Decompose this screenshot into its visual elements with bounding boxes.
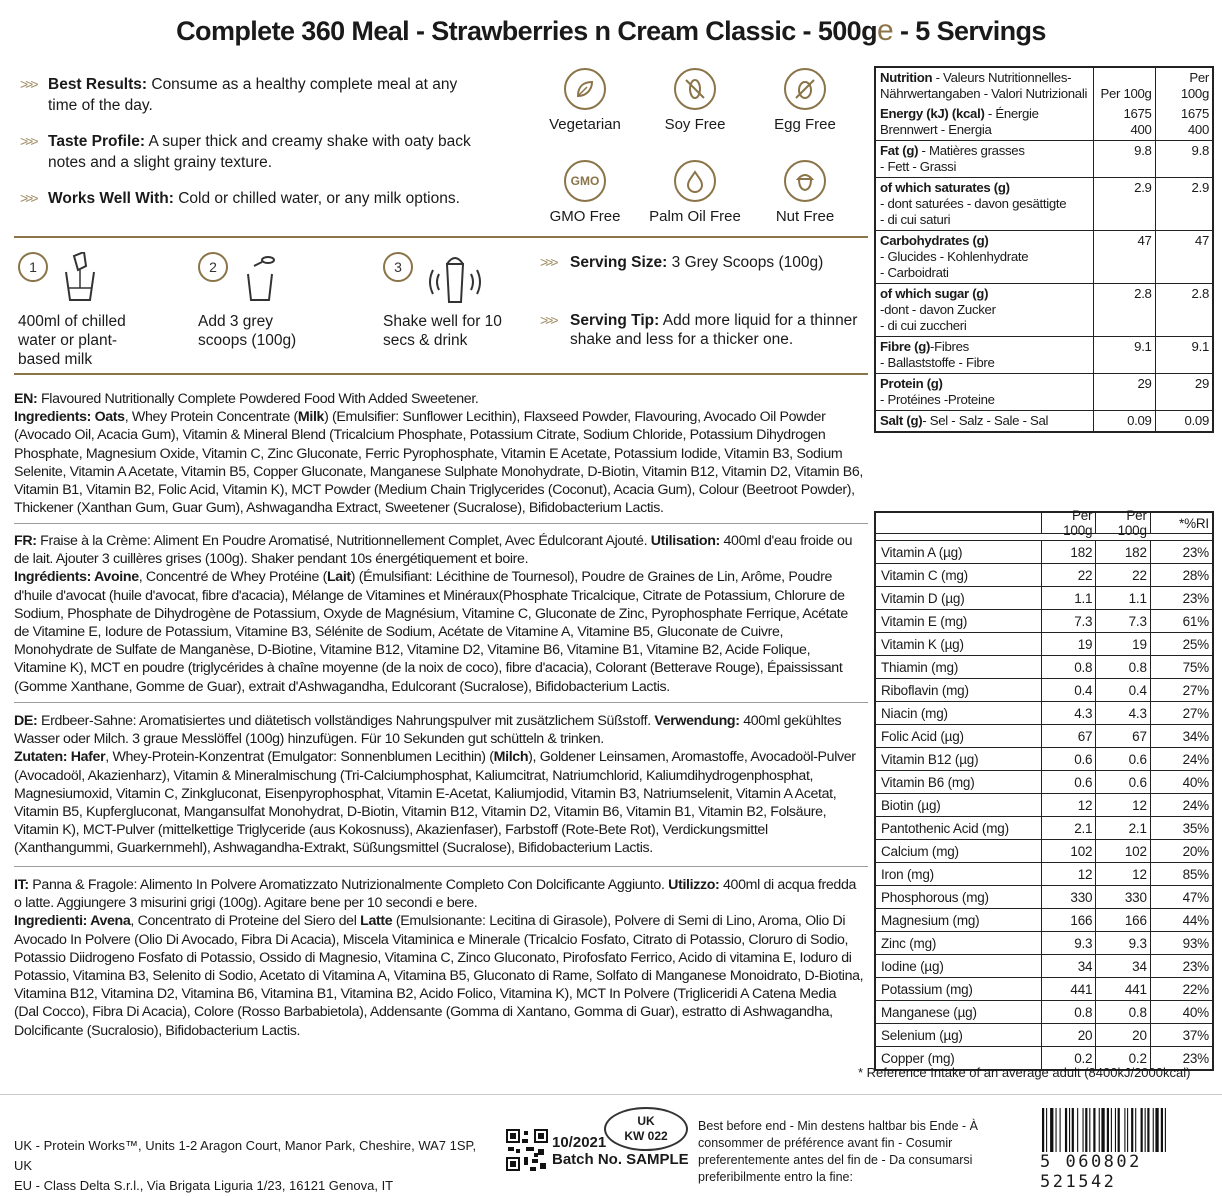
step-number: 2 (198, 252, 228, 282)
step-text: Shake well for 10 secs & drink (383, 313, 502, 349)
vitamin-row: Manganese (µg) 0.8 0.8 40% (876, 1000, 1212, 1023)
vitamin-row: Vitamin B12 (µg) 0.6 0.6 24% (876, 747, 1212, 770)
page-title: Complete 360 Meal - Strawberries n Cream Classic - 500ge - 5 Servings (176, 14, 1046, 47)
lang-block-en: EN: Flavoured Nutritionally Complete Powdered Food With Added Sweetener. Ingredients: Oats, Whey Protein Concentrate (Milk) (Emulsifier: Sunflower Lecithin), Flaxseed Powder, Flavouring, Avocado Oil Powder (Avocado Oil, Acacia Gum), Vitamin & Mineral Blend (Tricalcium Phosphate, Potassium Citrate, Sodium Chloride, Potassium Dihydrogen Phosphate, Magnesium Oxide, Vitamin C, Zinc Gluconate, Ferric Pyrophosphate, Vitamin E Acetate, Potassium Iodide, Vitamin B3, Sodium Selenite, Vitamin A Acetate, Vitamin B5, Copper Gluconate, Manganese Sulphate Monohydrate, D-Biotin, Vitamin B12, Vitamin D2, Vitamin B6, Vitamin B1, Vitamin B2, Folic Acid, Vitamin K), MCT Powder (Medium Chain Triglycerides (Coconut), Acacia Gum), Colour (Beetroot Powder), Thickener (Xanthan Gum, Guar Gum), Ashwagandha Extract, Sweetener (Sucralose), Bifidobacterium Lactis. (14, 391, 864, 517)
barcode-bar (1155, 1108, 1158, 1152)
vitamins-header: Per 100g Per 100g *%RI (876, 513, 1212, 533)
step-text: Add 3 grey scoops (100g) (198, 313, 297, 349)
uk-health-mark: UK KW 022 (604, 1107, 688, 1151)
nutrition-header: Nutrition - Valeurs Nutritionnelles-Nährwertangaben - Valori Nutrizionali Per 100g Per 100g (876, 68, 1212, 104)
barcode-bar (1107, 1108, 1109, 1152)
lang-block-it: IT: Panna & Fragole: Alimento In Polvere Aromatizzato Nutrizionalmente Completo Con Dolcificante Aggiunto. Utilizzo: 400ml di acqua fredda o latte. Aggiungere 3 misurini grigi (100g). Agitare bene per 10 secondi e bere. Ingredienti: Avena, Concentrato di Proteine del Siero del Latte (Emulsionante: Lecitina di Girasole), Polvere di Semi di Lino, Aroma, Olio Di Avocado In Polvere (Olio Di Avocado, Fibra Di Acacia), Miscela Vitaminica e Minerale (Tricalcio Fosfato, Citrato di Potassio, Cloruro di Sodio, Potassio Diidrogeno Fosfato di Potassio, Ossido di Magnesio, Vitamina C, Zinco Gluconato, Pirofosfato Ferrico, Acido di vitamina E, Ioduro di Potassio, Vitamina B3, Selenito di Sodio, Acetato di Vitamina A, Vitamina B5, Gluconato di Rame, Solfato di Manganese Monoidrato, D-Biotina, Vitamina B12, Vitamina D2, Vitamina B6, Vitamina B1, Vitamina B2, Acido Folico, Vitamina K), MCT In Polvere (Trigliceridi A Catena Media (Dal Cocco), Fibra Di Acacia), Colore (Rosso Barbabietola), Addensante (Gomma di Xantano, Gomma di Guar), estratto di Ashwagandha, Dolcificante (Sucralosio), Bifidobacterium Lactis. (14, 877, 864, 1039)
reference-intake-note: * Reference Intake of an average adult (8400kJ/2000kcal) (858, 1065, 1191, 1080)
vitamin-row: Biotin (µg) 12 12 24% (876, 793, 1212, 816)
barcode-bar (1161, 1108, 1163, 1152)
tip-taste-profile: >>> Taste Profile: A super thick and creamy shake with oaty back notes and a slight grainy texture. (20, 133, 471, 171)
vitamin-row: Riboflavin (mg) 0.4 0.4 27% (876, 678, 1212, 701)
shaker-icon (425, 252, 485, 306)
footer-divider (0, 1094, 1222, 1095)
barcode-number: 5 060802 521542 (1040, 1152, 1142, 1192)
step-number: 3 (383, 252, 413, 282)
vitamin-row: Magnesium (mg) 166 166 44% (876, 908, 1212, 931)
gmo-free-icon: GMO (564, 160, 606, 202)
vitamin-row: Phosphorous (mg) 330 330 47% (876, 885, 1212, 908)
palm-oil-drop-icon (674, 160, 716, 202)
tips-list (20, 74, 490, 224)
barcode-bar (1072, 1108, 1074, 1152)
nutrition-row: Fibre (g)-Fibres - Ballaststoffe - Fibre 9.1 9.1 (876, 336, 1212, 373)
barcode-bar (1069, 1108, 1070, 1152)
arrow-icon: >>> (20, 133, 36, 149)
nutrition-row: of which sugar (g) -dont - davon Zucker - di cui zuccheri 2.8 2.8 (876, 283, 1212, 336)
divider (14, 702, 868, 703)
barcode-bar (1060, 1108, 1061, 1152)
barcode-bar (1083, 1108, 1084, 1152)
nut-free-icon (784, 160, 826, 202)
barcode-bar (1131, 1108, 1133, 1152)
addresses: UK - Protein Works™, Units 1-2 Aragon Court, Manor Park, Cheshire, WA7 1SP, UK EU - Class Delta S.r.l., Via Brigata Liguria 1/23, 16121 Genova, IT (14, 1138, 477, 1193)
nutrition-table (874, 66, 1214, 433)
vitamin-row: Vitamin E (mg) 7.3 7.3 61% (876, 609, 1212, 632)
egg-free-icon (784, 68, 826, 110)
barcode-bar (1115, 1108, 1116, 1152)
arrow-icon: >>> (540, 312, 556, 328)
vitamin-row: Calcium (mg) 102 102 20% (876, 839, 1212, 862)
barcode-bar (1077, 1108, 1078, 1152)
step-2 (198, 252, 318, 350)
serving-size: >>> Serving Size: 3 Grey Scoops (100g) (540, 254, 824, 271)
vitamin-row: Potassium (mg) 441 441 22% (876, 977, 1212, 1000)
step-number: 1 (18, 252, 48, 282)
badge-soy-free: Soy Free (640, 68, 750, 133)
arrow-icon: >>> (540, 254, 556, 270)
arrow-icon: >>> (20, 76, 36, 92)
barcode-bar (1135, 1108, 1136, 1152)
vitamin-row: Vitamin K (µg) 19 19 25% (876, 632, 1212, 655)
soy-free-icon (674, 68, 716, 110)
barcode-bar (1065, 1108, 1067, 1152)
vitamin-row: Copper (mg) 0.2 0.2 23% (876, 1046, 1212, 1069)
badge-nut-free: Nut Free (750, 160, 860, 225)
vitamin-row: Iron (mg) 12 12 85% (876, 862, 1212, 885)
badge-palm-oil-free: Palm Oil Free (640, 160, 750, 225)
barcode-bar (1101, 1108, 1104, 1152)
vitamin-row: Vitamin B6 (mg) 0.6 0.6 40% (876, 770, 1212, 793)
best-before-text: Best before end - Min destens haltbar bis Ende - À consommer de préférence avant fin - Cosumir preferentemente antes del fin de - Da consumarsi preferibilmente entro la fine: (698, 1119, 979, 1184)
vitamin-row: Selenium (µg) 20 20 37% (876, 1023, 1212, 1046)
barcode-bar (1124, 1108, 1125, 1152)
divider (14, 866, 868, 867)
step-3 (383, 252, 503, 350)
vitamin-row: Folic Acid (µg) 67 67 34% (876, 724, 1212, 747)
barcode-bar (1042, 1108, 1044, 1152)
scoop-glass-icon (240, 252, 280, 302)
leaf-icon (564, 68, 606, 110)
vitamin-row: Vitamin A (µg) 182 182 23% (876, 540, 1212, 563)
lang-block-de: DE: Erdbeer-Sahne: Aromatisiertes und diätetisch vollständiges Nahrungspulver mit zusätzlichem Süßstoff. Verwendung: 400ml gekühltes Wasser oder Milch. 3 graue Messlöffel (100g) hinzufügen. Für 10 Sekunden gut schütteln & trinken. Zutaten: Hafer, Whey-Protein-Konzentrat (Emulgator: Sonnenblumen Lecithin) (Milch), Goldener Leinsamen, Aromastoffe, Avocadoöl-Pulver (Avocadoöl, Akazienharz), Vitamin & Mineralmischung (Tri-Calciumphosphat, Kaliumcitrat, Natriumchlorid, Kaliumdihydrogenphosphat, Magnesiumoxid, Vitamin C, Zinkgluconat, Eisenpyrophosphat, Vitamin E-Acetat, Kaliumjodid, Vitamin B3, Natriumselenit, Vitamin A Acetat, Vitamin B5, Kupfergluconat, Mangansulfat Monohydrat, D-Biotin, Vitamin B12, Vitamin D2, Vitamin B6, Vitamin B1, Vitamin B2, Folsäure, Vitamin K), MCT-Pulver (mittelkettige Triglyceride (aus Kokosnuss), Akazienfaser), Farbstoff (Rote-Bete Rot), Verdickungsmittel (Xanthangummi, Guarkernmehl), Ashwagandha-Extrakt, Süßungsmittel (Sucralose), Bifidobacterium Lactis. (14, 713, 856, 857)
badge-egg-free: Egg Free (750, 68, 860, 133)
arrow-icon: >>> (20, 190, 36, 206)
batch-info: 10/2021 Batch No. SAMPLE (552, 1134, 689, 1168)
barcode-bar (1085, 1108, 1087, 1152)
vitamin-row: Thiamin (mg) 0.8 0.8 75% (876, 655, 1212, 678)
pour-glass-icon (60, 252, 100, 302)
badge-gmo-free: GMO GMO Free (530, 160, 640, 225)
vitamin-row: Vitamin D (µg) 1.1 1.1 23% (876, 586, 1212, 609)
barcode-bar (1147, 1108, 1149, 1152)
nutrition-row: Salt (g)- Sel - Salz - Sale - Sal 0.09 0.09 (876, 410, 1212, 431)
barcode-bar (1099, 1108, 1100, 1152)
divider (14, 523, 868, 524)
nutrition-row: Fat (g) - Matières grasses - Fett - Grassi 9.8 9.8 (876, 140, 1212, 177)
section-divider (14, 236, 868, 238)
barcode-bar (1165, 1108, 1166, 1152)
barcode-bar (1056, 1108, 1057, 1152)
nutrition-row: Carbohydrates (g) - Glucides - Kohlenhydrate - Carboidrati 47 47 (876, 230, 1212, 283)
lang-block-fr: FR: Fraise à la Crème: Aliment En Poudre Aromatisé, Nutritionnellement Complet, Avec Édulcorant Ajouté. Utilisation: 400ml d'eau froide ou de lait. Ajouter 3 cuillères grises (100g). Shaker pendant 10s énergétiquement et boire. Ingrédients: Avoine, Concentré de Whey Protéine (Lait) (Émulsifiant: Lécithine de Tournesol), Poudre de Graines de Lin, Arôme, Poudre d'huile d'avocat (huile d'avocat, fibre d'acacia), Mélange de Vitamines et Minéraux(Phosphate Tricalcique, Citrate de Potassium, Chlorure de Sodium, Phosphate de Dihydrogène de Potassium, Oxyde de Magnésium, Vitamine C, Gluconate de Zinc, Pyrophosphate Ferrique, Acétate de Vitamine E, Iodure de Potassium, Vitamine B3, Sélénite de Sodium, Acétate de Vitamine A, Vitamine B5, Gluconate de Cuivre, Monohydrate de Sulfate de Manganèse, D-Biotine, Vitamine B12, Vitamine D2, Vitamine B6, Vitamine B1, Vitamine B2, Acide Folique, Vitamine K), MCT en poudre (triglycérides à chaîne moyenne (de la noix de coco), fibre d'acacia), Colorant (Betterave Rouge), Épaississant (Gomme Xanthane, Gomme de Guar), extrait d'Ashwagandha, Edulcorant (Sucralose), Bifidobacterium Lactis. (14, 533, 853, 695)
step-1 (18, 252, 148, 369)
serving-tip: >>> Serving Tip: Add more liquid for a thinner shake and less for a thicker one. (540, 312, 858, 348)
barcode-bar (1118, 1108, 1120, 1152)
barcode-bar (1050, 1108, 1053, 1152)
estimated-sign: e (876, 14, 894, 47)
vitamin-row: Iodine (µg) 34 34 23% (876, 954, 1212, 977)
barcode-bar (1127, 1108, 1128, 1152)
barcode-bar (1093, 1108, 1095, 1152)
nutrition-row: Energy (kJ) (kcal) - Énergie Brennwert - Energia 1675 400 1675 400 (876, 104, 1212, 140)
barcode-bar (1111, 1108, 1112, 1152)
vitamins-table (874, 508, 1214, 1071)
nutrition-row: of which saturates (g) - dont saturées - davon gesättigte - di cui saturi 2.9 2.9 (876, 177, 1212, 230)
vitamin-row: Zinc (mg) 9.3 9.3 93% (876, 931, 1212, 954)
vitamin-row: Niacin (mg) 4.3 4.3 27% (876, 701, 1212, 724)
barcode-bar (1089, 1108, 1090, 1152)
section-divider (14, 373, 868, 375)
vitamin-row: Pantothenic Acid (mg) 2.1 2.1 35% (876, 816, 1212, 839)
qr-code-icon (506, 1129, 548, 1171)
nutrition-row: Protein (g) - Protéines -Proteine 29 29 (876, 373, 1212, 410)
barcode-bar (1145, 1108, 1146, 1152)
badge-vegetarian: Vegetarian (530, 68, 640, 133)
step-text: 400ml of chilled water or plant-based milk (18, 313, 126, 368)
barcode-icon (1040, 1108, 1210, 1152)
barcode-bar (1153, 1108, 1154, 1152)
vitamin-row: Vitamin C (mg) 22 22 28% (876, 563, 1212, 586)
tip-best-results: >>> Best Results: Consume as a healthy complete meal at any time of the day. (20, 76, 458, 114)
tip-works-well: >>> Works Well With: Cold or chilled water, or any milk options. (20, 190, 460, 207)
barcode-bar (1046, 1108, 1047, 1152)
barcode-bar (1141, 1108, 1143, 1152)
